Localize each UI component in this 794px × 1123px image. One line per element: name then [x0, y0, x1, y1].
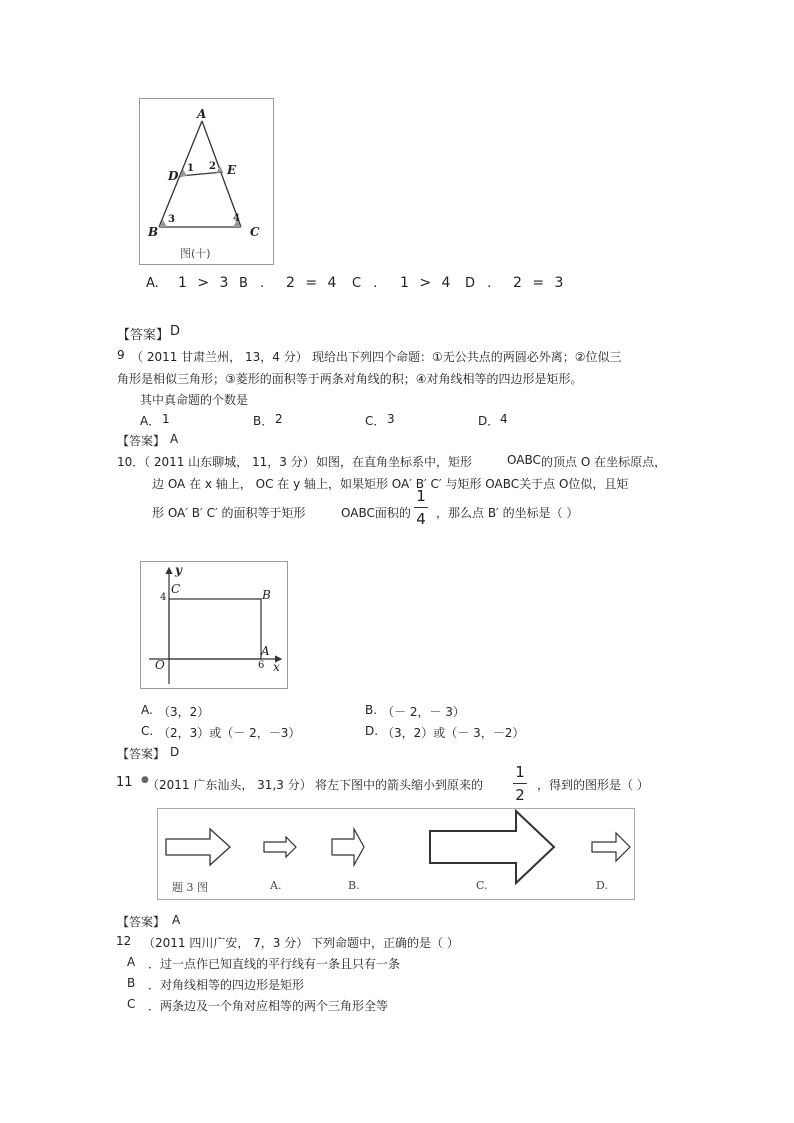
q8-answer-label: 【答案】	[117, 328, 170, 343]
q10-option-d: （3，2）或（－ 3，－2）	[382, 726, 525, 740]
q10-graph	[140, 561, 288, 689]
q9-number: 9	[117, 348, 125, 362]
label-C: C	[250, 225, 260, 239]
q9-answer-label: 【答案】	[117, 434, 166, 448]
q8-option-c: 1 > 4	[400, 275, 451, 291]
q12-option-a: ．过一点作已知直线的平行线有一条且只有一条	[148, 957, 401, 971]
q11-frac-den: 2	[515, 786, 525, 804]
caption-main: 题 3 图	[172, 881, 208, 894]
q12-question: 下列命题中，正确的是（ ）	[311, 936, 459, 950]
q10-option-a-letter: A.	[141, 703, 153, 717]
q9-option-a: 1	[162, 412, 170, 426]
arrow-original-icon	[166, 829, 230, 865]
q10-answer-label: 【答案】	[117, 747, 166, 761]
q10-number: 10．	[117, 455, 145, 469]
q10-option-a: （3，2）	[158, 705, 210, 719]
label-E: E	[227, 163, 237, 177]
arrow-d-icon	[592, 833, 630, 861]
q9-question: 其中真命题的个数是	[140, 393, 249, 407]
q11-source: （2011 广东汕头， 31,3 分）	[147, 778, 312, 792]
arrows-diagram	[158, 809, 634, 899]
angle-4-label: 4	[233, 213, 240, 224]
q11-frac-num: 1	[515, 763, 525, 781]
q12-option-b: ．对角线相等的四边形是矩形	[148, 978, 305, 992]
graph-label-y: y	[175, 563, 182, 577]
q11-number: 11	[116, 775, 133, 790]
q12-option-b-letter: B	[127, 976, 136, 990]
bullet-icon: ●	[141, 775, 149, 785]
q9-answer: A	[170, 432, 179, 446]
graph-tick-4: 4	[160, 592, 167, 603]
q10-line3b: OABC面积的	[341, 506, 411, 520]
angle-1-label: 1	[187, 163, 194, 174]
q12-source: （2011 四川广安， 7，3 分）	[143, 936, 309, 950]
angle-2-label: 2	[209, 161, 216, 172]
arrow-a-icon	[264, 837, 296, 857]
q11-answer-label: 【答案】	[117, 915, 166, 929]
fraction-bar	[513, 783, 527, 784]
q8-option-d: 2 = 3	[513, 275, 564, 291]
q11-fraction	[513, 763, 527, 804]
q10-source: （ 2011 山东聊城， 11，3 分）	[138, 455, 315, 469]
q9-option-c: 3	[387, 412, 395, 426]
graph-label-O: O	[155, 658, 165, 672]
graph-tick-6: 6	[258, 660, 265, 671]
q9-line2: 角形是相似三角形；③菱形的面积等于两条对角线的积；④对角线相等的四边形是矩形。	[117, 372, 583, 386]
q11-arrow-figure	[157, 808, 635, 900]
q8-option-b: 2 = 4	[286, 275, 337, 291]
graph-label-A: A	[261, 644, 270, 658]
q9-source: （ 2011 甘肃兰州， 13，4 分）	[131, 350, 308, 364]
caption-c: C.	[476, 879, 488, 892]
q8-option-b-letter: B .	[239, 276, 265, 291]
q9-option-b-letter: B．	[253, 414, 274, 428]
q10-option-c-letter: C.	[141, 724, 154, 738]
label-D: D	[168, 169, 179, 183]
caption-d: D.	[596, 879, 608, 892]
q10-option-b: （－ 2，－ 3）	[382, 705, 465, 719]
triangle-diagram	[140, 99, 273, 264]
figure-caption: 图(十)	[180, 247, 211, 260]
fraction-bar	[414, 507, 428, 508]
graph-label-C: C	[171, 582, 181, 596]
arrow-c-icon	[430, 811, 554, 883]
q9-option-b: 2	[275, 412, 283, 426]
caption-a: A.	[270, 879, 282, 892]
caption-b: B.	[348, 879, 360, 892]
label-B: B	[148, 225, 159, 239]
q11-text: 将左下图中的箭头缩小到原来的	[315, 778, 484, 792]
q10-option-d-letter: D.	[365, 724, 379, 738]
q10-option-c: （2，3）或（－ 2，－3）	[158, 726, 301, 740]
q8-answer: D	[170, 324, 181, 339]
q9-option-a-letter: A．	[140, 414, 161, 428]
q10-line2: 边 OA 在 x 轴上， OC 在 y 轴上，如果矩形 OA′ B′ C′ 与矩形 OABC关于点 O位似，且矩	[152, 477, 629, 491]
q10-line1a: 如图，在直角坐标系中，矩形	[316, 455, 473, 469]
q9-option-d-letter: D．	[478, 414, 500, 428]
q8-option-a: 1 > 3	[178, 275, 229, 291]
q10-frac-num: 1	[416, 487, 426, 505]
angle-3-label: 3	[168, 214, 175, 225]
q10-line3c: ，那么点 B′ 的坐标是（ ）	[436, 506, 579, 520]
q12-number: 12	[116, 934, 132, 948]
label-A: A	[197, 107, 207, 121]
q8-option-a-letter: A.	[146, 276, 159, 291]
graph-label-x: x	[273, 660, 280, 674]
q12-option-a-letter: A	[127, 955, 136, 969]
q9-line1: 现给出下列四个命题：①无公共点的两圆必外离；②位似三	[312, 350, 622, 364]
q10-answer: D	[170, 745, 180, 759]
q11-answer: A	[172, 913, 181, 927]
q10-option-b-letter: B.	[365, 703, 378, 717]
q8-option-c-letter: C .	[352, 276, 378, 291]
graph-label-B: B	[262, 588, 271, 602]
q10-line1c: 的顶点 O 在坐标原点，	[541, 455, 667, 469]
q10-line3a: 形 OA′ B′ C′ 的面积等于矩形	[152, 506, 306, 520]
q8-option-d-letter: D .	[465, 276, 492, 291]
q9-option-d: 4	[500, 412, 508, 426]
q10-frac-den: 4	[416, 510, 426, 528]
arrow-b-icon	[332, 829, 364, 865]
q12-option-c-letter: C	[127, 997, 136, 1011]
q11-tail: ，得到的图形是（ ）	[537, 778, 649, 792]
q9-option-c-letter: C．	[365, 414, 386, 428]
q12-option-c: ．两条边及一个角对应相等的两个三角形全等	[148, 999, 389, 1013]
q10-line1b: OABC	[507, 453, 541, 467]
triangle-figure	[139, 98, 274, 265]
q10-fraction	[414, 487, 428, 528]
